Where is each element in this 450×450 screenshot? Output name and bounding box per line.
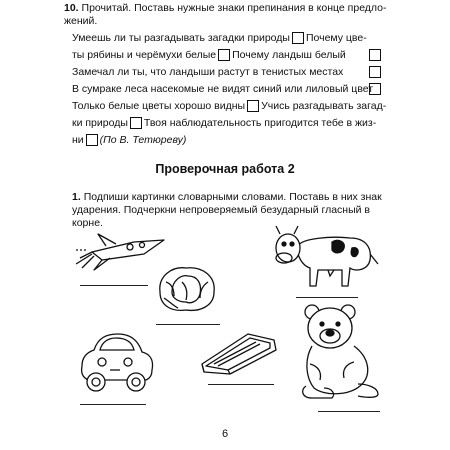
section-heading: Проверочная работа 2 xyxy=(155,162,295,176)
punctuation-box[interactable] xyxy=(369,49,381,61)
answer-line[interactable] xyxy=(296,297,358,298)
answer-line[interactable] xyxy=(208,384,274,385)
punctuation-box[interactable] xyxy=(292,32,304,44)
instruction-text-cont: жений. xyxy=(64,15,98,27)
punctuation-box[interactable] xyxy=(86,134,98,146)
answer-line[interactable] xyxy=(80,285,148,286)
punctuation-box[interactable] xyxy=(369,83,381,95)
punctuation-box[interactable] xyxy=(369,66,381,78)
exercise-number: 10. xyxy=(64,2,79,14)
pencil-case-icon xyxy=(196,328,280,378)
punctuation-box[interactable] xyxy=(247,100,259,112)
punctuation-box[interactable] xyxy=(218,49,230,61)
text-line: В сумраке леса насекомые не видят синий или лиловый цвет xyxy=(72,83,374,95)
cow-icon xyxy=(272,224,380,292)
page-number: 6 xyxy=(221,428,229,440)
answer-line[interactable] xyxy=(318,411,380,412)
text-line: ты рябины и черёмухи белые Почему ландыш белый xyxy=(72,49,346,61)
instruction-text: Прочитай. Поставь нужные знаки препинания в конце предло- xyxy=(81,2,387,14)
bear-icon xyxy=(298,300,382,400)
instruction-text: Подпиши картинки словарными словами. Поставь в них знак ударения. Подчеркни непроверяемый безударный гласный в корне. xyxy=(72,191,382,229)
text-line: ки природы Твоя наблюдательность пригодится тебе в жиз- xyxy=(72,117,377,129)
source-citation: (По В. Тетюреву) xyxy=(99,134,187,146)
exercise-10-instruction xyxy=(64,2,394,28)
text-line: Умеешь ли ты разгадывать загадки природы Почему цве- xyxy=(72,32,367,44)
text-line: Только белые цветы хорошо видны Учись разгадывать загад- xyxy=(72,100,387,112)
text-line: ни (По В. Тетюреву) xyxy=(72,134,187,146)
punctuation-box[interactable] xyxy=(130,117,142,129)
car-icon xyxy=(72,330,158,394)
answer-line[interactable] xyxy=(80,404,146,405)
text-line: Замечал ли ты, что ландыши растут в тенистых местах xyxy=(72,66,344,78)
exercise-number: 1. xyxy=(72,191,81,203)
answer-line[interactable] xyxy=(156,324,220,325)
cabbage-icon xyxy=(152,262,222,314)
